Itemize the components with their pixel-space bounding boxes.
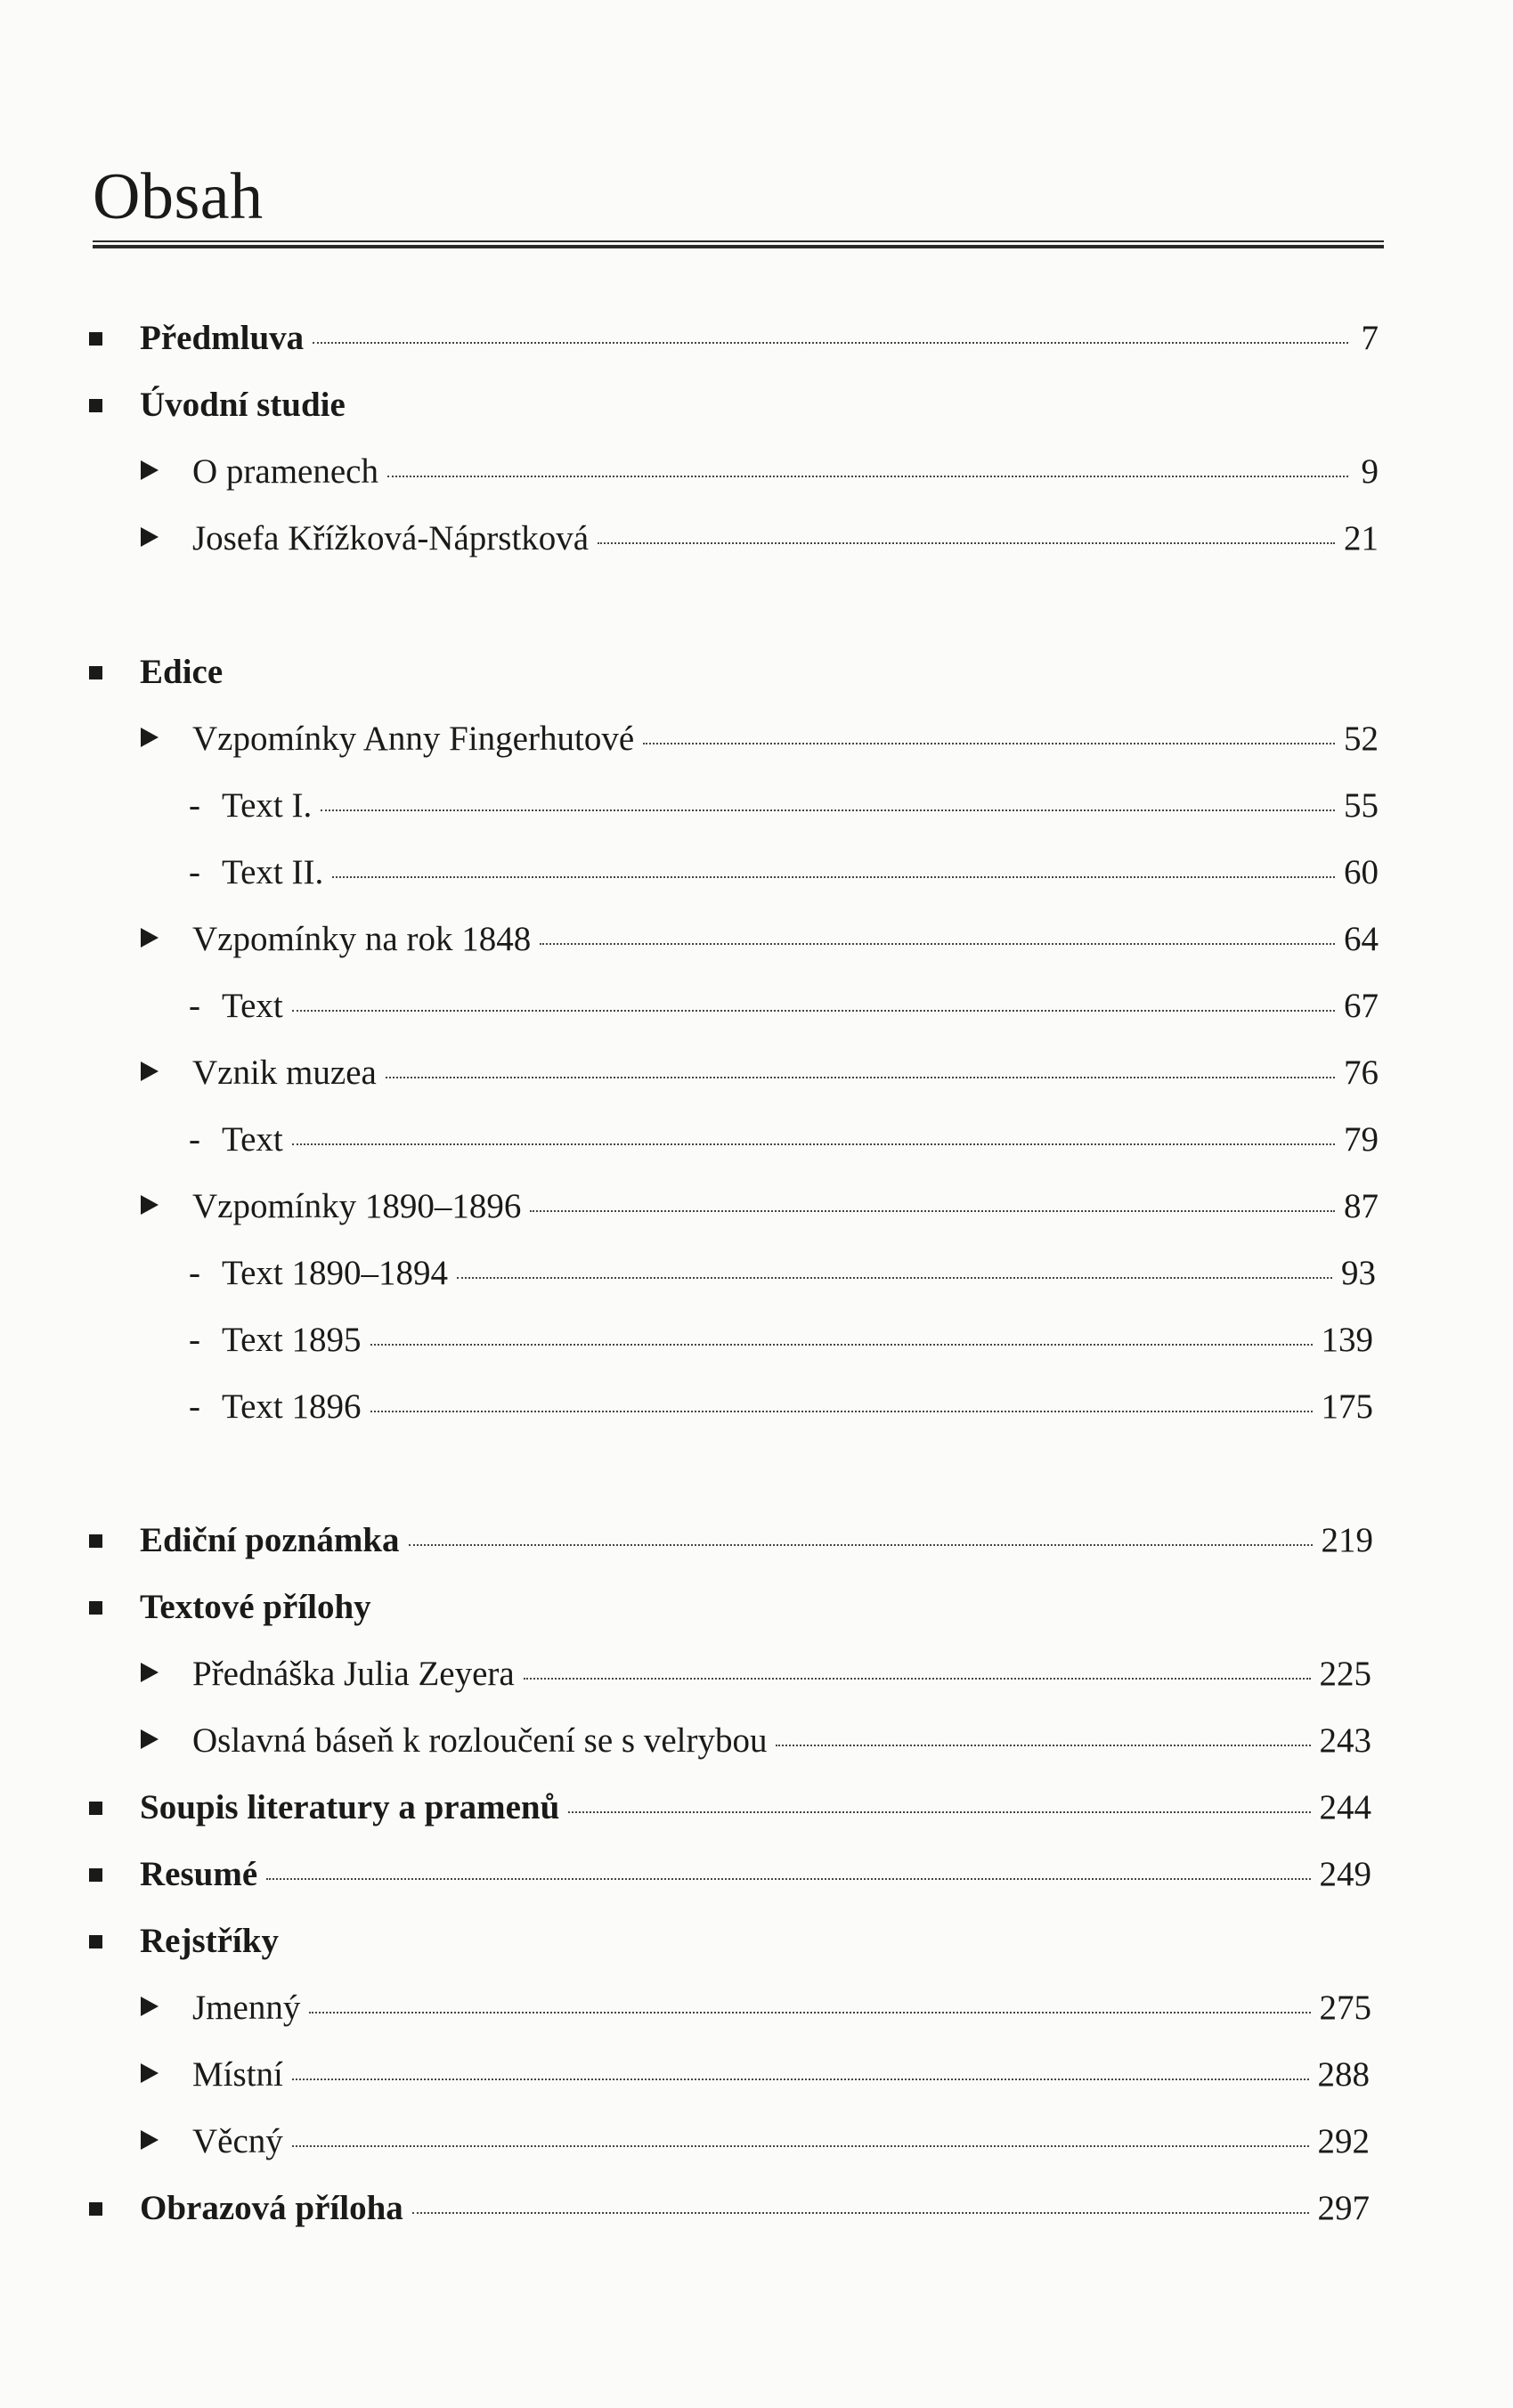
toc-entry-label: Oslavná báseň k rozloučení se s velrybou	[192, 1721, 768, 1760]
dash-bullet-icon: -	[189, 1387, 200, 1426]
toc-entry-label: Text	[222, 987, 283, 1025]
toc-entry[interactable]	[189, 984, 1379, 1029]
toc-entry-label: Text	[222, 1120, 283, 1159]
dot-leader	[321, 809, 1335, 811]
dot-leader	[598, 541, 1335, 544]
toc-entry[interactable]	[89, 650, 223, 695]
toc-entry-page-number: 87	[1344, 1187, 1379, 1225]
toc-entry[interactable]	[141, 517, 1379, 561]
toc-entry-label: Josefa Křížková-Náprstková	[192, 519, 590, 557]
triangle-bullet-icon	[141, 928, 159, 948]
triangle-bullet-icon	[141, 728, 159, 747]
dash-bullet-icon: -	[189, 987, 200, 1025]
dot-leader	[643, 742, 1335, 744]
toc-entry-label: Text II.	[222, 853, 324, 891]
toc-entry[interactable]	[141, 1184, 1379, 1229]
toc-entry-label: Soupis literatury a pramenů	[140, 1788, 560, 1826]
toc-entry-label: Text 1890–1894	[222, 1254, 448, 1292]
toc-entry-label: Obrazová příloha	[140, 2189, 403, 2227]
toc-entry-page-number: 139	[1321, 1321, 1373, 1359]
toc-entry[interactable]	[141, 917, 1379, 962]
triangle-bullet-icon	[141, 1663, 159, 1682]
toc-entry-page-number: 76	[1344, 1054, 1379, 1092]
toc-entry[interactable]	[89, 1786, 1371, 1830]
toc-entry[interactable]	[89, 2186, 1370, 2231]
toc-entry[interactable]	[141, 1051, 1379, 1095]
square-bullet-icon	[89, 399, 102, 412]
toc-entry-page-number: 243	[1319, 1721, 1371, 1760]
toc-entry-label: Rejstříky	[140, 1922, 279, 1960]
toc-entry[interactable]	[141, 450, 1379, 494]
dash-bullet-icon: -	[189, 1321, 200, 1359]
dot-leader	[292, 1009, 1335, 1012]
toc-entry-page-number: 60	[1344, 853, 1379, 891]
dot-leader	[412, 2211, 1309, 2214]
toc-entry-label: Textové přílohy	[140, 1588, 371, 1626]
toc-entry-page-number: 175	[1321, 1387, 1373, 1426]
toc-entry[interactable]	[89, 1518, 1373, 1563]
toc-entry-label: Text I.	[222, 786, 313, 825]
dash-bullet-icon: -	[189, 853, 200, 891]
square-bullet-icon	[89, 1601, 102, 1615]
dot-leader	[292, 2144, 1309, 2147]
dot-leader	[386, 1076, 1335, 1078]
dash-bullet-icon: -	[189, 786, 200, 825]
dot-leader	[540, 942, 1335, 945]
toc-entry[interactable]	[141, 1986, 1371, 2030]
toc-entry[interactable]	[89, 1919, 279, 1964]
dot-leader	[292, 2078, 1309, 2080]
toc-entry-page-number: 79	[1344, 1120, 1379, 1159]
toc-entry-label: Edice	[140, 653, 224, 691]
square-bullet-icon	[89, 332, 102, 346]
triangle-bullet-icon	[141, 1997, 159, 2016]
dot-leader	[266, 1877, 1310, 1880]
toc-entry[interactable]	[141, 2053, 1370, 2097]
toc-entry[interactable]	[89, 316, 1379, 361]
triangle-bullet-icon	[141, 1062, 159, 1081]
toc-entry-page-number: 288	[1317, 2055, 1370, 2094]
toc-entry-label: Jmenný	[192, 1989, 301, 2027]
toc-entry-label: Vznik muzea	[192, 1054, 377, 1092]
square-bullet-icon	[89, 1802, 102, 1815]
toc-entry-page-number: 219	[1321, 1521, 1373, 1559]
toc-entry-page-number: 292	[1317, 2122, 1370, 2160]
toc-entry-page-number: 52	[1344, 720, 1379, 758]
toc-entry[interactable]	[189, 1318, 1373, 1363]
dot-leader	[524, 1677, 1311, 1680]
toc-entry[interactable]	[189, 1251, 1376, 1296]
toc-entry[interactable]	[141, 1719, 1371, 1763]
dot-leader	[370, 1410, 1313, 1412]
toc-entry[interactable]	[189, 1118, 1379, 1162]
toc-entry-label: Vzpomínky Anny Fingerhutové	[192, 720, 635, 758]
square-bullet-icon	[89, 1868, 102, 1882]
triangle-bullet-icon	[141, 1729, 159, 1749]
dot-leader	[457, 1276, 1332, 1279]
toc-entry-label: Předmluva	[140, 319, 305, 357]
toc-entry-page-number: 297	[1317, 2189, 1370, 2227]
dot-leader	[387, 475, 1348, 477]
toc-entry[interactable]	[189, 1385, 1373, 1429]
square-bullet-icon	[89, 1534, 102, 1548]
dash-bullet-icon: -	[189, 1254, 200, 1292]
toc-entry-page-number: 244	[1319, 1788, 1371, 1826]
triangle-bullet-icon	[141, 2063, 159, 2083]
toc-entry[interactable]	[89, 1852, 1371, 1897]
toc-entry-label: Místní	[192, 2055, 283, 2094]
toc-entry-page-number: 64	[1344, 920, 1379, 958]
toc-entry[interactable]	[189, 784, 1379, 828]
toc-entry-page-number: 275	[1319, 1989, 1371, 2027]
toc-entry-page-number: 249	[1319, 1855, 1371, 1893]
toc-entry[interactable]	[189, 850, 1379, 895]
toc-entry-label: O pramenech	[192, 452, 378, 491]
dot-leader	[332, 875, 1335, 878]
toc-entry-label: Vzpomínky na rok 1848	[192, 920, 532, 958]
toc-entry-page-number: 21	[1344, 519, 1379, 557]
toc-entry-label: Přednáška Julia Zeyera	[192, 1655, 515, 1693]
square-bullet-icon	[89, 666, 102, 679]
dash-bullet-icon: -	[189, 1120, 200, 1159]
toc-entry-page-number: 9	[1361, 452, 1379, 491]
toc-entry-label: Věcný	[192, 2122, 283, 2160]
toc-entry-label: Vzpomínky 1890–1896	[192, 1187, 522, 1225]
toc-entry[interactable]	[141, 1652, 1371, 1696]
toc-entry-label: Ediční poznámka	[140, 1521, 400, 1559]
toc-entry[interactable]	[141, 2119, 1370, 2164]
triangle-bullet-icon	[141, 2130, 159, 2150]
toc-entry-page-number: 225	[1319, 1655, 1371, 1693]
dot-leader	[313, 341, 1348, 344]
dot-leader	[409, 1543, 1313, 1546]
toc-entry-page-number: 67	[1344, 987, 1379, 1025]
toc-entry-label: Text 1895	[222, 1321, 362, 1359]
dot-leader	[776, 1744, 1310, 1746]
square-bullet-icon	[89, 2202, 102, 2216]
dot-leader	[568, 1810, 1310, 1813]
toc-entry-label: Text 1896	[222, 1387, 362, 1426]
toc-entry-page-number: 7	[1361, 319, 1379, 357]
toc-entry-label: Úvodní studie	[140, 386, 346, 424]
dot-leader	[530, 1209, 1335, 1212]
toc-entry-page-number: 93	[1341, 1254, 1376, 1292]
triangle-bullet-icon	[141, 527, 159, 547]
dot-leader	[370, 1343, 1313, 1346]
triangle-bullet-icon	[141, 1195, 159, 1215]
dot-leader	[292, 1143, 1335, 1145]
toc-entry-page-number: 55	[1344, 786, 1379, 825]
toc-entry-label: Resumé	[140, 1855, 258, 1893]
page-title: Obsah	[93, 160, 264, 233]
toc-entry[interactable]	[89, 383, 346, 427]
square-bullet-icon	[89, 1935, 102, 1948]
triangle-bullet-icon	[141, 460, 159, 480]
dot-leader	[309, 2011, 1310, 2013]
toc-entry[interactable]	[141, 717, 1379, 761]
toc-entry[interactable]	[89, 1585, 371, 1630]
